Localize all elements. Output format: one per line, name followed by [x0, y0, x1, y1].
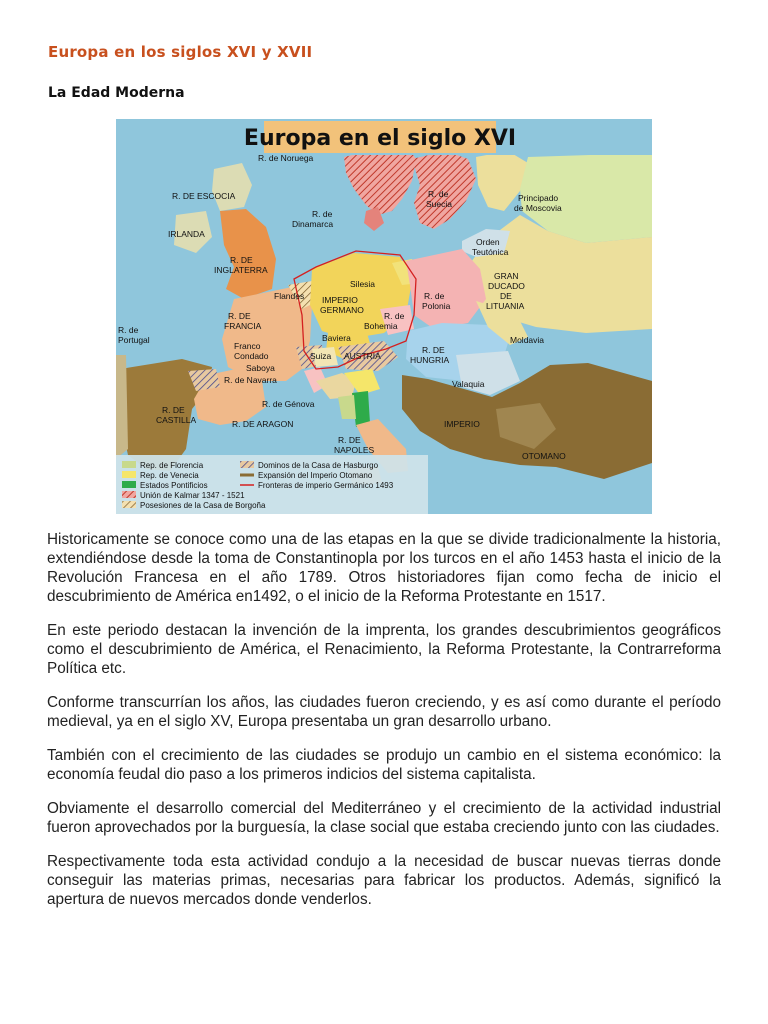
- label-franco-condado-1: Franco: [234, 341, 261, 351]
- document-title: Europa en los siglos XVI y XVII: [48, 43, 313, 61]
- legend-swatch-florencia: [122, 461, 136, 468]
- label-bohemia-1: R. de: [384, 311, 405, 321]
- label-francia-1: R. DE: [228, 311, 251, 321]
- label-irlanda: IRLANDA: [168, 229, 205, 239]
- label-imperio-otomano-2: OTOMANO: [522, 451, 566, 461]
- legend-label-kalmar: Unión de Kalmar 1347 - 1521: [140, 491, 245, 500]
- label-orden-2: Teutónica: [472, 247, 509, 257]
- label-noruega: R. de Noruega: [258, 153, 314, 163]
- label-saboya: Saboya: [246, 363, 275, 373]
- label-imperio-germano-1: IMPERIO: [322, 295, 358, 305]
- paragraph-6: Respectivamente toda esta actividad condujo a la necesidad de buscar nuevas tierras donde conseguir las materias primas, necesarias para fabricar los productos. Además, significó la apertura de nuevos mercados donde venderlos.: [47, 853, 721, 908]
- label-dinamarca-2: Dinamarca: [292, 219, 334, 229]
- label-suecia-2: Suecia: [426, 199, 452, 209]
- region-portugal: [116, 355, 128, 459]
- label-austria: AUSTRIA: [344, 351, 381, 361]
- label-orden-1: Orden: [476, 237, 500, 247]
- label-navarra: R. de Navarra: [224, 375, 277, 385]
- label-moscovia-1: Principado: [518, 193, 559, 203]
- label-escocia: R. DE ESCOCIA: [172, 191, 236, 201]
- map-svg: [116, 119, 652, 514]
- label-castilla-1: R. DE: [162, 405, 185, 415]
- label-lituania-2: DUCADO: [488, 281, 525, 291]
- label-francia-2: FRANCIA: [224, 321, 262, 331]
- label-imperio-germano-2: GERMANO: [320, 305, 364, 315]
- label-franco-condado-2: Condado: [234, 351, 269, 361]
- label-imperio-otomano-1: IMPERIO: [444, 419, 480, 429]
- label-portugal-1: R. de: [118, 325, 139, 335]
- label-aragon: R. DE ARAGON: [232, 419, 294, 429]
- map-legend: [116, 455, 428, 514]
- label-portugal-2: Portugal: [118, 335, 150, 345]
- label-valaquia: Valaquia: [452, 379, 485, 389]
- legend-swatch-hasburgo: [240, 461, 254, 468]
- label-hungria-1: R. DE: [422, 345, 445, 355]
- label-silesia: Silesia: [350, 279, 376, 289]
- label-lituania-4: LITUANIA: [486, 301, 525, 311]
- label-polonia-1: R. de: [424, 291, 445, 301]
- legend-swatch-pontificios: [122, 481, 136, 488]
- label-napoles-1: R. DE: [338, 435, 361, 445]
- label-suiza: Suiza: [310, 351, 332, 361]
- map-title: Europa en el siglo XVI: [243, 126, 517, 151]
- legend-label-otomano: Expansión del Imperio Otomano: [258, 471, 373, 480]
- paragraph-4: También con el crecimiento de las ciudades se produjo un cambio en el sistema económico: la economía feudal dio paso a los primeros indicios del sistema capitalista.: [47, 747, 721, 783]
- label-genova: R. de Génova: [262, 399, 315, 409]
- label-lituania-3: DE: [500, 291, 512, 301]
- label-moldavia: Moldavia: [510, 335, 545, 345]
- legend-label-hasburgo: Dominos de la Casa de Hasburgo: [258, 461, 379, 470]
- label-bohemia-2: Bohemia: [364, 321, 398, 331]
- legend-swatch-venecia: [122, 471, 136, 478]
- document-subtitle: La Edad Moderna: [48, 85, 185, 101]
- legend-label-venecia: Rep. de Venecia: [140, 471, 199, 480]
- paragraph-5: Obviamente el desarrollo comercial del Mediterráneo y el crecimiento de la actividad industrial fueron aprovechados por la burguesía, la clase social que estaba creciendo junto con las ciudades.: [47, 800, 721, 836]
- label-baviera: Baviera: [322, 333, 351, 343]
- label-castilla-2: CASTILLA: [156, 415, 197, 425]
- paragraph-3: Conforme transcurrían los años, las ciudades fueron creciendo, y es así como durante el período medieval, ya en el siglo XV, Europa presentaba un gran desarrollo urbano.: [47, 694, 721, 730]
- legend-label-florencia: Rep. de Florencia: [140, 461, 204, 470]
- label-hungria-2: HUNGRIA: [410, 355, 450, 365]
- paragraph-2: En este periodo destacan la invención de la imprenta, los grandes descubrimientos geográficos como el descubrimiento de América, el Renacimiento, la Reforma Protestante, la Contrarreforma Política etc.: [47, 622, 721, 677]
- label-polonia-2: Polonia: [422, 301, 451, 311]
- legend-swatch-kalmar: [122, 491, 136, 498]
- europe-16th-century-map: [116, 119, 652, 514]
- label-napoles-2: NAPOLES: [334, 445, 375, 455]
- legend-label-borgona: Posesiones de la Casa de Borgoña: [140, 501, 266, 510]
- label-moscovia-2: de Moscovia: [514, 203, 562, 213]
- label-dinamarca-1: R. de: [312, 209, 333, 219]
- label-flandes: Flandes: [274, 291, 305, 301]
- legend-label-fronteras: Fronteras de imperio Germánico 1493: [258, 481, 394, 490]
- label-suecia-1: R. de: [428, 189, 449, 199]
- legend-label-pontificios: Estados Pontificios: [140, 481, 208, 490]
- label-inglaterra-2: INGLATERRA: [214, 265, 268, 275]
- legend-swatch-borgona: [122, 501, 136, 508]
- label-lituania-1: GRAN: [494, 271, 519, 281]
- paragraph-1: Historicamente se conoce como una de las etapas en la que se divide tradicionalmente la historia, extendiéndose desde la toma de Constantinopla por los turcos en el año 1453 hasta el inicio de la Revolución Francesa en el año 1789. Otros historiadores fijan como fecha de inicio el descubrimiento de América en1492, o el inicio de la Reforma Protestante en 1517.: [47, 531, 721, 605]
- label-inglaterra-1: R. DE: [230, 255, 253, 265]
- body-text: [47, 530, 721, 924]
